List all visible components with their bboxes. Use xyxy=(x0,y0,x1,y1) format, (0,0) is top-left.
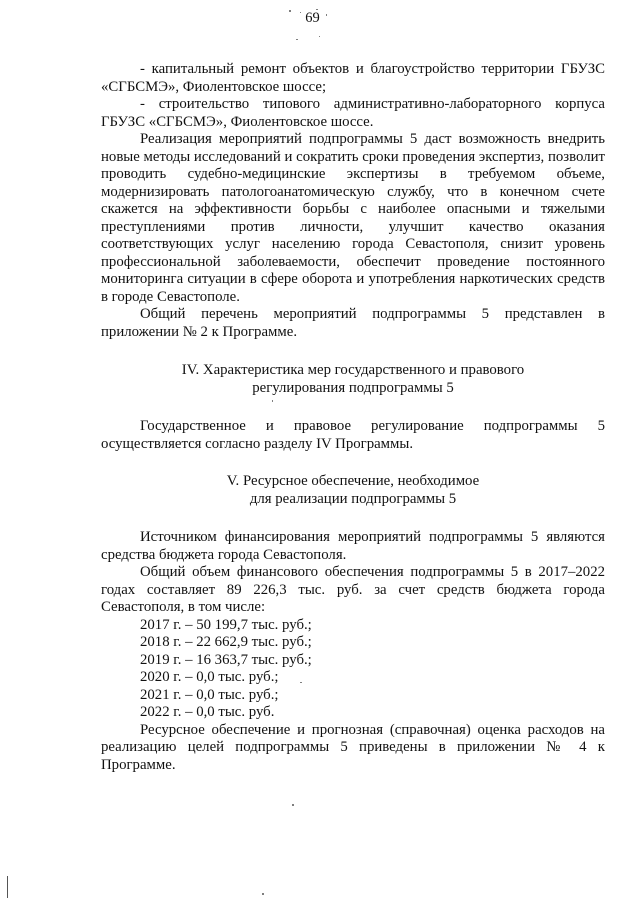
section-heading-line: IV. Характеристика мер государственного и правового xyxy=(181,362,525,378)
body-paragraph: Государственное и правовое регулирование подпрограммы 5 осуществляется согласно разделу IV Программы. xyxy=(101,418,605,452)
scan-speck xyxy=(296,39,298,40)
section-heading-line: V. Ресурсное обеспечение, необходимое xyxy=(226,473,480,489)
section-heading-v xyxy=(101,473,605,508)
page-number: 69 xyxy=(305,10,320,26)
scan-speck xyxy=(319,36,320,37)
funding-year-line: 2020 г. – 0,0 тыс. руб.; xyxy=(140,669,279,685)
body-paragraph: Реализация мероприятий подпрограммы 5 даст возможность внедрить новые методы исследований и сократить сроки проведения экспертиз, позволит проводить судебно-медицинские экспертизы в требуемом объеме, модернизировать патологоанатомическую службу, что в конечном счете скажется на эффективности борьбы с наиболее опасными и тяжелыми преступлениями против личности, улучшит качество оказания соответствующих услуг населению города Севастополя, снизит уровень профессиональной заболеваемости, обеспечит проведение постоянного мониторинга ситуации в сфере оборота и употребления наркотических средств в городе Севастополе. xyxy=(101,131,605,305)
scan-speck xyxy=(326,14,327,16)
body-paragraph: Общий перечень мероприятий подпрограммы 5 представлен в приложении № 2 к Программе. xyxy=(101,306,605,340)
funding-year-line: 2021 г. – 0,0 тыс. руб.; xyxy=(140,686,279,703)
scan-speck xyxy=(292,804,294,806)
scan-speck xyxy=(316,9,318,10)
scan-speck xyxy=(7,876,8,898)
funding-year-line: 2019 г. – 16 363,7 тыс. руб.; xyxy=(140,651,312,668)
list-item: - капитальный ремонт объектов и благоустройство территории ГБУЗС «СГБСМЭ», Фиолентовское шоссе; xyxy=(101,61,605,95)
funding-year-line: 2018 г. – 22 662,9 тыс. руб.; xyxy=(140,634,312,650)
scan-speck xyxy=(289,10,291,12)
document-body xyxy=(101,61,605,774)
body-paragraph: Ресурсное обеспечение и прогнозная (справочная) оценка расходов на реализацию целей подпрограммы 5 приведены в приложении № 4 к Программе. xyxy=(101,721,605,773)
body-paragraph: Источником финансирования мероприятий подпрограммы 5 являются средства бюджета города Севастополя. xyxy=(101,529,605,563)
body-paragraph: Общий объем финансового обеспечения подпрограммы 5 в 2017–2022 годах составляет 89 226,3 тыс. руб. за счет средств бюджета города Севастополя, в том числе: xyxy=(101,564,605,615)
funding-year-line: 2017 г. – 50 199,7 тыс. руб.; xyxy=(140,616,312,633)
section-heading-line: регулирования подпрограммы 5 xyxy=(252,379,454,396)
section-heading-line: для реализации подпрограммы 5 xyxy=(249,490,457,507)
scan-speck xyxy=(262,893,264,895)
list-item: - строительство типового административно-лабораторного корпуса ГБУЗС «СГБСМЭ», Фиолентовское шоссе. xyxy=(101,96,605,130)
section-heading-iv xyxy=(101,362,605,397)
scan-speck xyxy=(300,12,301,13)
funding-year-line: 2022 г. – 0,0 тыс. руб. xyxy=(140,704,275,720)
